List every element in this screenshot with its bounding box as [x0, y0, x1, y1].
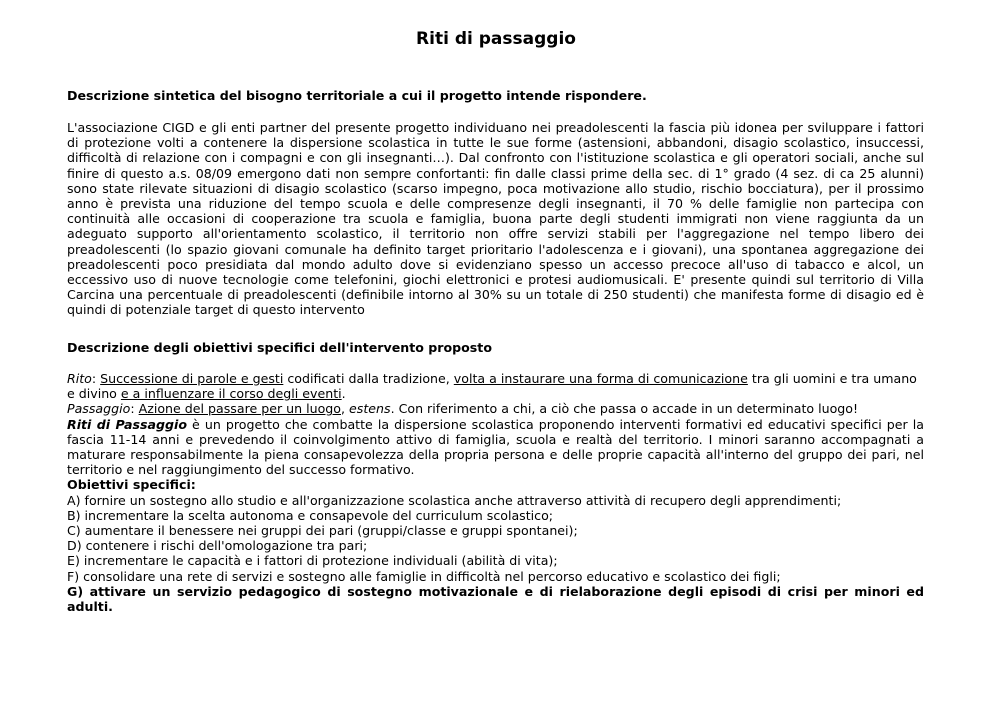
- rito-def-3: e a influenzare il corso degli eventi: [120, 386, 342, 402]
- objective-item-g: G) attivare un servizio pedagogico di sostegno motivazionale e di rielaborazione degli episodi di crisi per minori ed adulti.: [67, 583, 924, 615]
- passaggio-rest: . Con riferimento a chi, a ciò che passa o accade in un determinato luogo!: [390, 401, 859, 417]
- passaggio-term-2: estens: [349, 401, 391, 417]
- objective-item: A) fornire un sostegno allo studio e all'organizzazione scolastica anche attraverso attività di recupero degli apprendimenti;: [67, 492, 842, 508]
- objectives-heading: Obiettivi specifici:: [67, 477, 196, 493]
- project-name: Riti di Passaggio: [67, 416, 187, 432]
- objective-item: E) incrementare le capacità e i fattori di protezione individuali (abilità di vita);: [67, 553, 558, 569]
- project-description: [67, 417, 924, 478]
- section1-heading: Descrizione sintetica del bisogno territoriale a cui il progetto intende rispondere.: [67, 88, 647, 103]
- page-title: Riti di passaggio: [416, 29, 576, 49]
- passaggio-def-1: Azione del passare per un luogo: [138, 401, 341, 417]
- rito-term: Rito: [67, 371, 92, 386]
- passaggio-sep: ,: [341, 401, 350, 417]
- passaggio-definition: [67, 401, 924, 416]
- rito-definition: [67, 371, 924, 401]
- rito-def-1: Successione di parole e gesti: [100, 371, 284, 386]
- rito-mid-2: tra gli uomini e tra umano e divino: [67, 371, 917, 402]
- passaggio-term: Passaggio: [67, 401, 131, 417]
- objective-item: D) contenere i rischi dell'omologazione tra pari;: [67, 538, 368, 554]
- passaggio-colon: :: [130, 401, 139, 417]
- objective-item: F) consolidare una rete di servizi e sostegno alle famiglie in difficoltà nel percorso educativo e scolastico dei figli;: [67, 568, 781, 584]
- objective-item: B) incrementare la scelta autonoma e consapevole del curriculum scolastico;: [67, 507, 554, 523]
- project-text: è un progetto che combatte la dispersione scolastica proponendo interventi formativi ed educativi specifici per la fascia 11-14 anni e prevedendo il coinvolgimento attivo di famiglia, scuola e realtà del territorio. I minori saranno accompagnati a maturare responsabilmente la piena consapevolezza della propria persona e delle proprie capacità all'interno del gruppo dei pari, nel territorio e nel raggiungimento del successo formativo.: [67, 416, 924, 478]
- section2-heading: Descrizione degli obiettivi specifici dell'intervento proposto: [67, 340, 492, 355]
- rito-colon: :: [91, 371, 101, 386]
- rito-def-2: volta a instaurare una forma di comunicazione: [453, 371, 748, 386]
- rito-mid-1: codificati dalla tradizione,: [283, 371, 454, 386]
- section2-body: [67, 371, 924, 614]
- objective-item: C) aumentare il benessere nei gruppi dei pari (gruppi/classe e gruppi spontanei);: [67, 523, 578, 539]
- rito-end: .: [341, 386, 346, 402]
- section1-body: L'associazione CIGD e gli enti partner del presente progetto individuano nei preadolescenti la fascia più idonea per sviluppare i fattori di protezione volti a contenere la dispersione scolastica in tutte le sue forme (astensioni, abbandoni, disagio scolastico, insuccessi, difficoltà di relazione con i compagni e con gli insegnanti…). Dal confronto con l'istituzione scolastica e gli operatori sociali, anche sul finire di questo a.s. 08/09 emergono dati non sempre confortanti: fin dalle classi prime della sec. di 1° grado (4 sez. di ca 25 alunni) sono state rilevate situazioni di disagio scolastico (scarso impegno, poca motivazione allo studio, rischio bocciatura), per il prossimo anno è prevista una riduzione del tempo scuola e delle compresenze degli insegnanti, il 70 % delle famiglie non partecipa con continuità alle occasioni di cooperazione tra scuola e famiglia, buona parte degli studenti immigrati non viene raggiunta da un adeguato supporto all'orientamento scolastico, il territorio non offre servizi stabili per l'aggregazione nel tempo libero dei preadolescenti (lo spazio giovani comunale ha definito target prioritario l'adolescenza e i giovani), una spontanea aggregazione dei preadolescenti poco presidiata dal mondo adulto dove si evidenziano spesso un accesso precoce all'uso di tabacco e alcol, un eccessivo uso di nuove tecnologie come telefonini, giochi elettronici e protesi audiomusicali. E' presente quindi sul territorio di Villa Carcina una percentuale di preadolescenti (definibile intorno al 30% su un totale di 250 studenti) che manifesta forme di disagio ed è quindi di potenziale target di questo intervento: [67, 120, 924, 318]
